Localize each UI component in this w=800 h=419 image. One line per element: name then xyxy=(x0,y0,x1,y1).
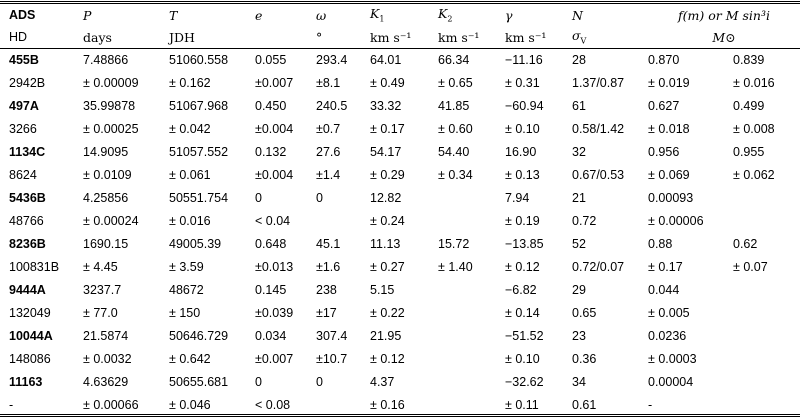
table-cell xyxy=(429,324,496,347)
table-cell: ±0.004 xyxy=(255,121,294,136)
table-cell: 293.4 xyxy=(316,52,348,67)
header-subscript: V xyxy=(580,36,587,46)
table-cell: 0.627 xyxy=(648,98,680,113)
table-row-hd-errors xyxy=(0,255,800,278)
table-cell: 8624 xyxy=(9,167,37,182)
table-cell: ±1.6 xyxy=(316,259,341,274)
header-label: N xyxy=(572,7,583,23)
header-label: f(m) or M sin³i xyxy=(678,7,770,23)
table-cell: 28 xyxy=(572,52,586,67)
header-cell xyxy=(74,26,160,48)
table-cell: ± 77.0 xyxy=(83,305,118,320)
table-cell: 497A xyxy=(9,98,39,113)
table-cell: ± 0.17 xyxy=(370,121,405,136)
table-cell: 45.1 xyxy=(316,236,341,251)
table-row-hd-errors xyxy=(0,71,800,94)
table-cell: 7.48866 xyxy=(83,52,129,67)
table-cell: 4.63629 xyxy=(83,374,129,389)
header-rule xyxy=(0,48,800,49)
table-cell: 34 xyxy=(572,374,586,389)
table-cell xyxy=(429,301,496,324)
table-cell: ± 0.11 xyxy=(505,397,539,412)
table-cell: ±0.013 xyxy=(255,259,294,274)
header-cell xyxy=(246,4,307,26)
header-label: K xyxy=(438,6,448,22)
table-cell: ± 0.0003 xyxy=(648,351,697,366)
table-cell: 0.58/1.42 xyxy=(572,121,625,136)
header-cell xyxy=(160,4,246,26)
table-cell: 0.870 xyxy=(648,52,680,67)
table-cell: ±0.039 xyxy=(255,305,294,320)
table-cell: −6.82 xyxy=(505,282,537,297)
table-cell: 0.132 xyxy=(255,144,287,159)
table-cell: ± 0.061 xyxy=(169,167,211,182)
table-cell: 50646.729 xyxy=(169,328,229,343)
header-cell xyxy=(160,26,246,48)
table-cell: 66.34 xyxy=(438,52,470,67)
table-cell: 0.62 xyxy=(733,236,758,251)
table-cell: ± 0.17 xyxy=(648,259,683,274)
table-cell: 4.37 xyxy=(370,374,395,389)
header-label: e xyxy=(255,7,263,23)
header-cell xyxy=(496,4,563,26)
table-cell: 5436B xyxy=(9,190,46,205)
table-cell: 52 xyxy=(572,236,586,251)
table-cell xyxy=(724,324,800,347)
table-row-ads xyxy=(0,278,800,301)
table-cell: 21.95 xyxy=(370,328,402,343)
header-cell xyxy=(0,26,74,48)
table-cell: 0.956 xyxy=(648,144,680,159)
table-cell: ± 0.29 xyxy=(370,167,405,182)
table-cell: 11163 xyxy=(9,374,43,389)
table-cell: ± 0.042 xyxy=(169,121,211,136)
table-cell: 29 xyxy=(572,282,586,297)
table-row-ads xyxy=(0,140,800,163)
table-cell: ±0.007 xyxy=(255,75,294,90)
table-cell: 0.67/0.53 xyxy=(572,167,625,182)
table-cell: 148086 xyxy=(9,351,51,366)
table-cell: ± 0.10 xyxy=(505,121,540,136)
table-cell: 0.055 xyxy=(255,52,287,67)
table-cell: ± 0.162 xyxy=(169,75,211,90)
table-row-hd-errors xyxy=(0,393,800,416)
table-body xyxy=(0,48,800,416)
table-cell: 7.94 xyxy=(505,190,530,205)
table-row-ads xyxy=(0,186,800,209)
table-cell xyxy=(307,209,361,232)
header-label: HD xyxy=(9,30,28,44)
table-cell: ± 4.45 xyxy=(83,259,118,274)
table-cell: 51057.552 xyxy=(169,144,229,159)
header-cell xyxy=(361,26,429,48)
table-cell: ± 150 xyxy=(169,305,201,320)
table-cell: ±0.007 xyxy=(255,351,294,366)
table-cell: ± 0.0109 xyxy=(83,167,132,182)
table-cell: 9444A xyxy=(9,282,46,297)
table-cell: 48766 xyxy=(9,213,44,228)
table-cell: 21 xyxy=(572,190,586,205)
table-cell: 35.99878 xyxy=(83,98,136,113)
table-cell: 0.00004 xyxy=(648,374,694,389)
table-cell: 0.61 xyxy=(572,397,597,412)
table-cell xyxy=(429,347,496,370)
table-cell: ± 0.13 xyxy=(505,167,540,182)
table-cell: 15.72 xyxy=(438,236,470,251)
table-cell: ± 0.016 xyxy=(733,75,775,90)
table-cell: ± 0.49 xyxy=(370,75,405,90)
header-cell xyxy=(429,26,496,48)
header-label: T xyxy=(169,7,178,23)
table-cell: 0 xyxy=(255,190,262,205)
header-label: days xyxy=(83,29,112,45)
table-cell: 0.88 xyxy=(648,236,673,251)
table-cell xyxy=(724,209,800,232)
bottom-rule-2 xyxy=(0,416,800,417)
table-cell: 33.32 xyxy=(370,98,402,113)
header-subscript: 2 xyxy=(447,14,453,24)
table-cell: 0 xyxy=(316,190,323,205)
table-cell: 0 xyxy=(255,374,262,389)
table-cell: - xyxy=(9,397,14,412)
table-cell: ± 0.00025 xyxy=(83,121,139,136)
table-cell: 50655.681 xyxy=(169,374,229,389)
table-cell: ± 0.24 xyxy=(370,213,405,228)
table-cell: ±0.004 xyxy=(255,167,294,182)
header-label: P xyxy=(83,7,92,23)
table-cell: ± 0.12 xyxy=(370,351,405,366)
table-cell: ±10.7 xyxy=(316,351,348,366)
table-cell: 455B xyxy=(9,52,39,67)
table-cell: 61 xyxy=(572,98,586,113)
header-label: σ xyxy=(572,28,581,44)
table-row-ads xyxy=(0,48,800,71)
header-cell xyxy=(639,4,800,26)
table-row-hd-errors xyxy=(0,347,800,370)
table-cell: 27.6 xyxy=(316,144,341,159)
table-cell: 12.82 xyxy=(370,190,402,205)
table-cell: 1134C xyxy=(9,144,46,159)
table-cell: 10044A xyxy=(9,328,53,343)
table-cell: 51067.968 xyxy=(169,98,229,113)
table-cell: 307.4 xyxy=(316,328,348,343)
table-cell: ± 3.59 xyxy=(169,259,204,274)
header-label: km s⁻¹ xyxy=(438,29,480,45)
table-cell: ± 0.00066 xyxy=(83,397,139,412)
table-cell: 0.955 xyxy=(733,144,765,159)
table-cell: 54.17 xyxy=(370,144,402,159)
table-cell: ±8.1 xyxy=(316,75,341,90)
table-cell: ± 0.22 xyxy=(370,305,405,320)
table-cell: 0.034 xyxy=(255,328,287,343)
header-label: M⊙ xyxy=(712,29,736,45)
table-header xyxy=(0,4,800,48)
table-cell: 32 xyxy=(572,144,586,159)
table-cell: 23 xyxy=(572,328,586,343)
table-cell: ±17 xyxy=(316,305,337,320)
table-cell xyxy=(724,393,800,416)
table-cell: 0.72 xyxy=(572,213,597,228)
header-cell xyxy=(429,4,496,26)
table-cell xyxy=(724,347,800,370)
table-row-hd-errors xyxy=(0,301,800,324)
table-cell: 5.15 xyxy=(370,282,395,297)
table-cell xyxy=(429,370,496,393)
table-cell: 8236B xyxy=(9,236,46,251)
table-cell xyxy=(724,370,800,393)
table-cell: 64.01 xyxy=(370,52,402,67)
table-cell: 48672 xyxy=(169,282,204,297)
table-row-ads xyxy=(0,324,800,347)
table-cell: 0.499 xyxy=(733,98,765,113)
header-label: ° xyxy=(316,29,323,45)
table-cell: 3266 xyxy=(9,121,37,136)
table-cell: ± 0.019 xyxy=(648,75,690,90)
table-cell: 238 xyxy=(316,282,337,297)
header-cell xyxy=(246,26,307,48)
table-cell: ± 0.0032 xyxy=(83,351,132,366)
table-cell: 0.450 xyxy=(255,98,287,113)
table-cell: ± 0.018 xyxy=(648,121,690,136)
table-cell: 0.36 xyxy=(572,351,597,366)
table-cell: ± 0.00009 xyxy=(83,75,139,90)
table-cell: −51.52 xyxy=(505,328,544,343)
table-cell: ± 0.10 xyxy=(505,351,540,366)
table-cell: 0.044 xyxy=(648,282,680,297)
header-cell xyxy=(361,4,429,26)
table-cell: ± 1.40 xyxy=(438,259,473,274)
header-cell xyxy=(496,26,563,48)
table-cell: < 0.08 xyxy=(255,397,291,412)
bottom-rule-1 xyxy=(0,414,800,415)
table-cell: 1690.15 xyxy=(83,236,129,251)
header-cell xyxy=(307,26,361,48)
table-cell: ± 0.31 xyxy=(505,75,540,90)
table-cell: - xyxy=(648,397,653,412)
table-cell: ± 0.016 xyxy=(169,213,211,228)
table-cell xyxy=(429,209,496,232)
orbital-elements-table xyxy=(0,4,800,416)
header-label: γ xyxy=(505,7,513,23)
table-cell: < 0.04 xyxy=(255,213,291,228)
table-row-hd-errors xyxy=(0,163,800,186)
header-label: km s⁻¹ xyxy=(505,29,547,45)
table-cell: 4.25856 xyxy=(83,190,129,205)
header-cell xyxy=(74,4,160,26)
table-row-ads xyxy=(0,94,800,117)
table-cell xyxy=(307,393,361,416)
table-cell: ± 0.005 xyxy=(648,305,690,320)
table-cell: 21.5874 xyxy=(83,328,129,343)
table-cell xyxy=(429,278,496,301)
table-cell: −60.94 xyxy=(505,98,544,113)
table-cell: ± 0.19 xyxy=(505,213,540,228)
header-row-2 xyxy=(0,26,800,48)
table-cell: 0.839 xyxy=(733,52,765,67)
table-cell: ± 0.27 xyxy=(370,259,405,274)
header-cell xyxy=(307,4,361,26)
table-cell: ± 0.642 xyxy=(169,351,211,366)
table-cell: 41.85 xyxy=(438,98,470,113)
header-row-1 xyxy=(0,4,800,26)
table-cell: ± 0.14 xyxy=(505,305,540,320)
table-cell: ± 0.16 xyxy=(370,397,405,412)
table-cell: 0.72/0.07 xyxy=(572,259,625,274)
header-label: ADS xyxy=(9,8,36,22)
table-row-hd-errors xyxy=(0,209,800,232)
table-cell: 100831B xyxy=(9,259,60,274)
table-cell: 2942B xyxy=(9,75,46,90)
header-label: km s⁻¹ xyxy=(370,29,412,45)
header-label: ω xyxy=(316,7,327,23)
table-cell: ± 0.008 xyxy=(733,121,775,136)
table-cell: 16.90 xyxy=(505,144,537,159)
table-cell: 54.40 xyxy=(438,144,470,159)
table-row-ads xyxy=(0,370,800,393)
table-cell: ± 0.062 xyxy=(733,167,775,182)
table-row-hd-errors xyxy=(0,117,800,140)
table-cell: ± 0.65 xyxy=(438,75,473,90)
table-cell: ± 0.00024 xyxy=(83,213,139,228)
table-cell: 0.00093 xyxy=(648,190,694,205)
table-cell: 132049 xyxy=(9,305,51,320)
table-cell: 240.5 xyxy=(316,98,348,113)
header-cell xyxy=(0,4,74,26)
table-cell: ± 0.12 xyxy=(505,259,540,274)
table-cell: 1.37/0.87 xyxy=(572,75,625,90)
table-cell: 0 xyxy=(316,374,323,389)
table-cell xyxy=(724,301,800,324)
table-cell: ±1.4 xyxy=(316,167,341,182)
header-cell xyxy=(563,4,639,26)
table-cell: 3237.7 xyxy=(83,282,122,297)
header-subscript: 1 xyxy=(379,14,385,24)
table-cell: 14.9095 xyxy=(83,144,129,159)
table-cell: 0.648 xyxy=(255,236,287,251)
table-cell: ± 0.34 xyxy=(438,167,473,182)
table-cell: 0.0236 xyxy=(648,328,687,343)
table-cell xyxy=(724,186,800,209)
table-cell: 0.65 xyxy=(572,305,597,320)
table-cell: ± 0.046 xyxy=(169,397,211,412)
header-label: K xyxy=(370,6,380,22)
table-cell: ± 0.069 xyxy=(648,167,690,182)
table-cell: 51060.558 xyxy=(169,52,229,67)
table-cell: ± 0.00006 xyxy=(648,213,704,228)
header-label: JDH xyxy=(169,29,195,45)
table-cell: ±0.7 xyxy=(316,121,341,136)
table-cell: 11.13 xyxy=(370,236,401,251)
table-cell xyxy=(724,278,800,301)
table-cell: 0.145 xyxy=(255,282,287,297)
table-cell: ± 0.07 xyxy=(733,259,768,274)
table-row-ads xyxy=(0,232,800,255)
header-cell xyxy=(563,26,639,48)
table-cell: −13.85 xyxy=(505,236,544,251)
header-cell xyxy=(639,26,800,48)
table-cell xyxy=(429,393,496,416)
top-rule-1 xyxy=(0,1,800,2)
table-cell: −32.62 xyxy=(505,374,544,389)
table-cell: ± 0.60 xyxy=(438,121,473,136)
table-cell: 49005.39 xyxy=(169,236,222,251)
table-cell: −11.16 xyxy=(505,52,543,67)
table-cell xyxy=(429,186,496,209)
table-cell: 50551.754 xyxy=(169,190,229,205)
